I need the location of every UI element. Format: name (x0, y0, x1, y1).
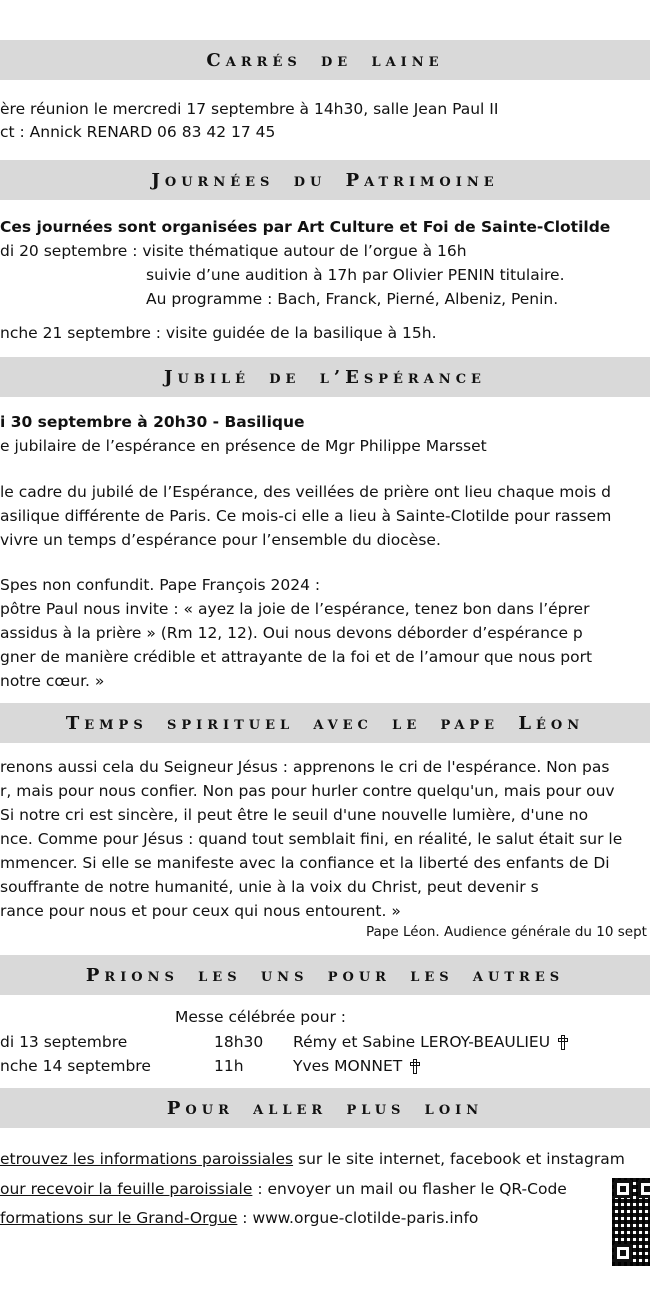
info-link[interactable]: etrouvez les informations paroissiales (0, 1150, 294, 1168)
text-line: di 20 septembre : visite thématique autour de l’orgue à 16h (0, 242, 467, 260)
text-line: gner de manière crédible et attrayante de la foi et de l’amour que nous port (0, 648, 593, 666)
mass-names: Rémy et Sabine LEROY-BEAULIEU (293, 1033, 551, 1051)
mass-intention (293, 1054, 419, 1078)
headline: i 30 septembre à 20h30 - Basilique (0, 413, 305, 431)
section-title: Temps spirituel avec le pape Léon (65, 712, 585, 734)
text-line: vivre un temps d’espérance pour l’ensemble du diocèse. (0, 531, 441, 549)
info-line (0, 1147, 625, 1171)
section-title: Jubilé de l’Espérance (164, 366, 486, 388)
info-text: sur le site internet, facebook et instagram (293, 1150, 625, 1168)
mass-date: nche 14 septembre (0, 1057, 151, 1075)
section-header-carres (0, 40, 650, 80)
text-line: nche 21 septembre : visite guidée de la basilique à 15h. (0, 324, 437, 342)
text-line: ct : Annick RENARD 06 83 42 17 45 (0, 123, 276, 141)
text-line: suivie d’une audition à 17h par Olivier PENIN titulaire. (146, 266, 565, 284)
mass-subtitle: Messe célébrée pour : (175, 1008, 346, 1026)
info-link[interactable]: our recevoir la feuille paroissiale (0, 1180, 253, 1198)
section-header-loin (0, 1088, 650, 1128)
mass-intention (293, 1030, 567, 1054)
text-line: e jubilaire de l’espérance en présence de Mgr Philippe Marsset (0, 437, 487, 455)
info-line (0, 1206, 478, 1230)
mass-names: Yves MONNET (293, 1057, 403, 1075)
info-text: : www.orgue-clotilde-paris.info (237, 1209, 479, 1227)
quote-line: r, mais pour nous confier. Non pas pour hurler contre quelqu'un, mais pour ouv (0, 782, 615, 800)
info-link[interactable]: formations sur le Grand-Orgue (0, 1209, 238, 1227)
text-line: notre cœur. » (0, 672, 105, 690)
quote-line: souffrante de notre humanité, unie à la voix du Christ, peut devenir s (0, 878, 539, 896)
qr-code-icon (612, 1178, 650, 1266)
section-title: Journées du Patrimoine (151, 169, 499, 191)
section-header-patrimoine (0, 160, 650, 200)
text-line: Spes non confundit. Pape François 2024 : (0, 576, 321, 594)
quote-line: rance pour nous et pour ceux qui nous entourent. » (0, 902, 401, 920)
mass-time: 18h30 (214, 1033, 264, 1051)
latin-cross-icon (410, 1059, 419, 1072)
quote-line: mmencer. Si elle se manifeste avec la confiance et la liberté des enfants de Di (0, 854, 610, 872)
section-title: Prions les uns pour les autres (85, 964, 565, 986)
quote-line: nce. Comme pour Jésus : quand tout semblait fini, en réalité, le salut était sur le (0, 830, 623, 848)
latin-cross-icon (558, 1035, 567, 1048)
text-line: ère réunion le mercredi 17 septembre à 14h30, salle Jean Paul II (0, 100, 499, 118)
text-line: asilique différente de Paris. Ce mois-ci elle a lieu à Sainte-Clotilde pour rassem (0, 507, 612, 525)
mass-date: di 13 septembre (0, 1033, 128, 1051)
quote-line: renons aussi cela du Seigneur Jésus : apprenons le cri de l'espérance. Non pas (0, 758, 610, 776)
section-title: Carrés de laine (206, 49, 444, 71)
text-line: pôtre Paul nous invite : « ayez la joie de l’espérance, tenez bon dans l’éprer (0, 600, 590, 618)
intro-line: Ces journées sont organisées par Art Culture et Foi de Sainte-Clotilde (0, 218, 611, 236)
section-header-temps (0, 703, 650, 743)
quote-line: Si notre cri est sincère, il peut être le seuil d'une nouvelle lumière, d'une no (0, 806, 589, 824)
section-header-prions (0, 955, 650, 995)
text-line: le cadre du jubilé de l’Espérance, des veillées de prière ont lieu chaque mois d (0, 483, 611, 501)
section-title: Pour aller plus loin (166, 1097, 484, 1119)
info-text: : envoyer un mail ou flasher le QR-Code (252, 1180, 567, 1198)
info-line (0, 1177, 567, 1201)
text-line: Au programme : Bach, Franck, Pierné, Albeniz, Penin. (146, 290, 559, 308)
mass-time: 11h (214, 1057, 244, 1075)
section-header-jubile (0, 357, 650, 397)
text-line: assidus à la prière » (Rm 12, 12). Oui nous devons déborder d’espérance p (0, 624, 583, 642)
quote-source: Pape Léon. Audience générale du 10 sept (366, 924, 647, 940)
